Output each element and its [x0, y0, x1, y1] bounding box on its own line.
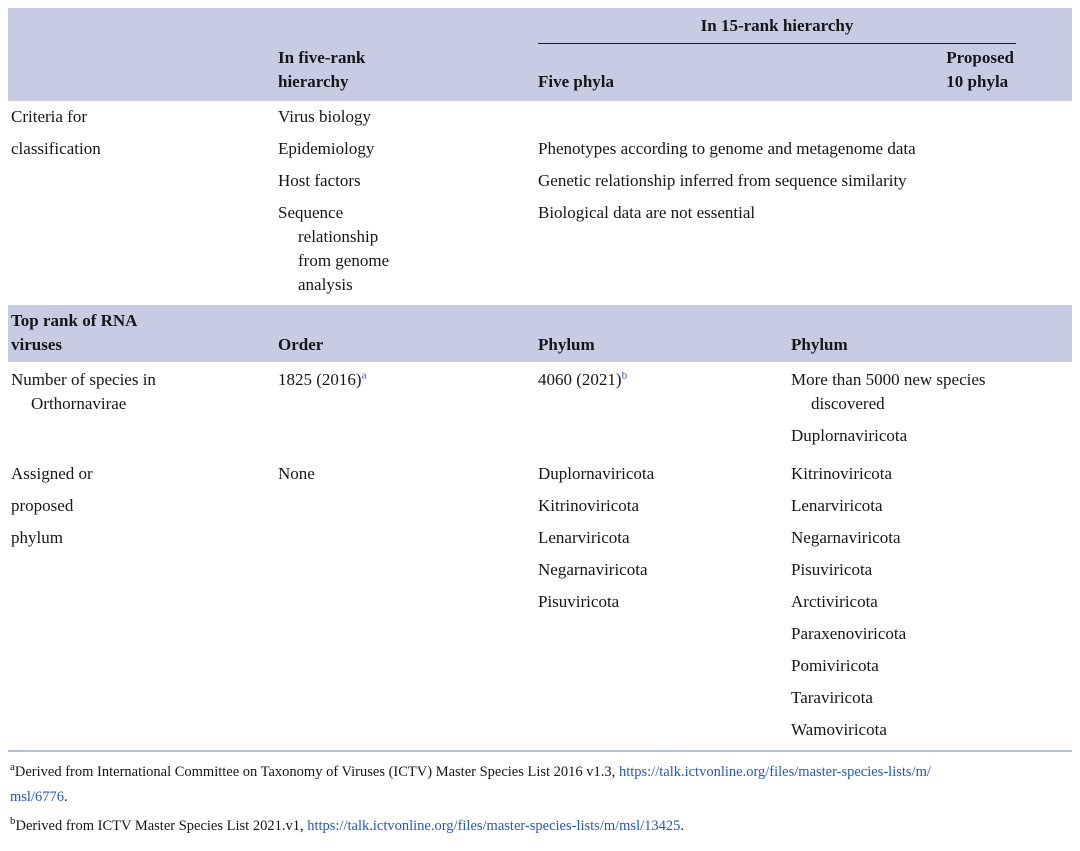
proposed-phyla-item: Kitrinoviricota: [791, 464, 893, 483]
header-five-rank: In five-rank hierarchy: [278, 48, 366, 91]
criteria-label-line: classification: [11, 139, 101, 158]
proposed-phyla-item: Pomiviricota: [791, 656, 879, 675]
species-label-cell: [8, 368, 275, 456]
criteria-label-cell: [8, 105, 275, 305]
footnote-b-text: Derived from ICTV Master Species List 2021.v1,: [15, 818, 308, 834]
footnote-a: [10, 760, 1070, 810]
proposed-phyla-item: Paraxenoviricota: [791, 624, 907, 643]
top-rank-phylum-proposed: Phylum: [791, 335, 848, 354]
species-count-value: 1825 (2016): [278, 370, 362, 389]
footnote-b: [10, 814, 1070, 839]
row-species-count: [8, 362, 1072, 456]
species-count-value: 4060 (2021): [538, 370, 622, 389]
criteria-15-item: Phenotypes according to genome and metagenome data: [538, 139, 916, 158]
criteria-five-rank-cell: [275, 105, 535, 305]
criteria-item: Epidemiology: [278, 139, 375, 158]
criteria-label-line: Criteria for: [11, 107, 87, 126]
phylum-none: None: [278, 464, 315, 483]
proposed-phyla-item: Negarnaviricota: [791, 528, 901, 547]
footnote-a-text: Derived from International Committee on Taxonomy of Viruses (ICTV) Master Species List 2016 v1.3,: [14, 764, 619, 780]
top-rank-phylum-five: Phylum: [538, 335, 595, 354]
five-phyla-item: Pisuviricota: [538, 592, 620, 611]
header-five-phyla: Five phyla: [538, 72, 615, 91]
phylum-label-cell: [8, 462, 275, 750]
footnote-a-suffix: .: [63, 789, 68, 805]
header-15-rank-title: In 15-rank hierarchy: [538, 14, 1016, 44]
footnote-a-link[interactable]: https://talk.ictvonline.org/files/master-species-lists/m/ msl/6776: [10, 764, 931, 805]
footnote-ref-b[interactable]: b: [621, 369, 628, 382]
criteria-item: Virus biology: [278, 107, 371, 126]
criteria-15-item: Genetic relationship inferred from sequence similarity: [538, 171, 907, 190]
proposed-phyla-item: Taraviricota: [791, 688, 873, 707]
criteria-item: Sequence relationship from genome analysis: [278, 203, 390, 294]
row-assigned-phylum: [8, 456, 1072, 750]
proposed-phyla-item: Lenarviricota: [791, 496, 883, 515]
header-empty-col2: [275, 8, 535, 44]
five-phyla-item: Lenarviricota: [538, 528, 630, 547]
proposed-phyla-item: Pisuviricota: [791, 560, 873, 579]
proposed-phyla-item: Wamoviricota: [791, 720, 887, 739]
phylum-five-phyla-cell: [535, 462, 788, 750]
criteria-15-rank-cell: [535, 105, 1072, 305]
row-top-rank: [8, 305, 1072, 362]
footnote-b-marker: b: [10, 815, 16, 828]
five-phyla-item: Duplornaviricota: [538, 464, 655, 483]
phylum-label-line: proposed: [11, 496, 74, 515]
criteria-item: Host factors: [278, 171, 361, 190]
proposed-phyla-item: Duplornaviricota: [791, 426, 908, 445]
footnote-b-link[interactable]: https://talk.ictvonline.org/files/master-species-lists/m/msl/13425: [307, 818, 681, 834]
phylum-label-line: Assigned or: [11, 464, 93, 483]
species-five-phyla-cell: [535, 368, 788, 456]
criteria-spacer: [538, 105, 1072, 129]
species-count-five-phyla: [538, 368, 788, 392]
criteria-15-item: Biological data are not essential: [538, 203, 756, 222]
top-rank-order: Order: [278, 335, 324, 354]
header-empty-col1: [8, 8, 275, 44]
row-criteria: [8, 101, 1072, 305]
species-label: Number of species in Orthornavirae: [11, 370, 156, 413]
species-proposed-cell: [788, 368, 1072, 456]
species-count-five-rank: [278, 368, 535, 392]
footnote-ref-a[interactable]: a: [361, 369, 367, 382]
header-proposed-line2: 10 phyla: [946, 72, 1009, 91]
header-proposed-10-phyla: [788, 46, 1072, 94]
proposed-phyla-item: Arctiviricota: [791, 592, 878, 611]
phylum-proposed-cell: [788, 462, 1072, 750]
phylum-five-rank-cell: [275, 462, 535, 750]
top-rank-label: Top rank of RNA viruses: [11, 311, 137, 354]
footnotes: [8, 752, 1072, 839]
table-header: [8, 8, 1072, 101]
taxonomy-table: [8, 8, 1072, 752]
species-five-rank-cell: [275, 368, 535, 456]
header-proposed-line1: Proposed: [946, 48, 1014, 67]
footnote-b-suffix: .: [680, 818, 685, 834]
five-phyla-item: Kitrinoviricota: [538, 496, 640, 515]
five-phyla-item: Negarnaviricota: [538, 560, 648, 579]
proposed-species-item: More than 5000 new species discovered: [791, 370, 986, 413]
phylum-label-line: phylum: [11, 528, 63, 547]
footnote-a-marker: a: [10, 761, 15, 774]
header-15-rank-group: [535, 8, 1072, 44]
